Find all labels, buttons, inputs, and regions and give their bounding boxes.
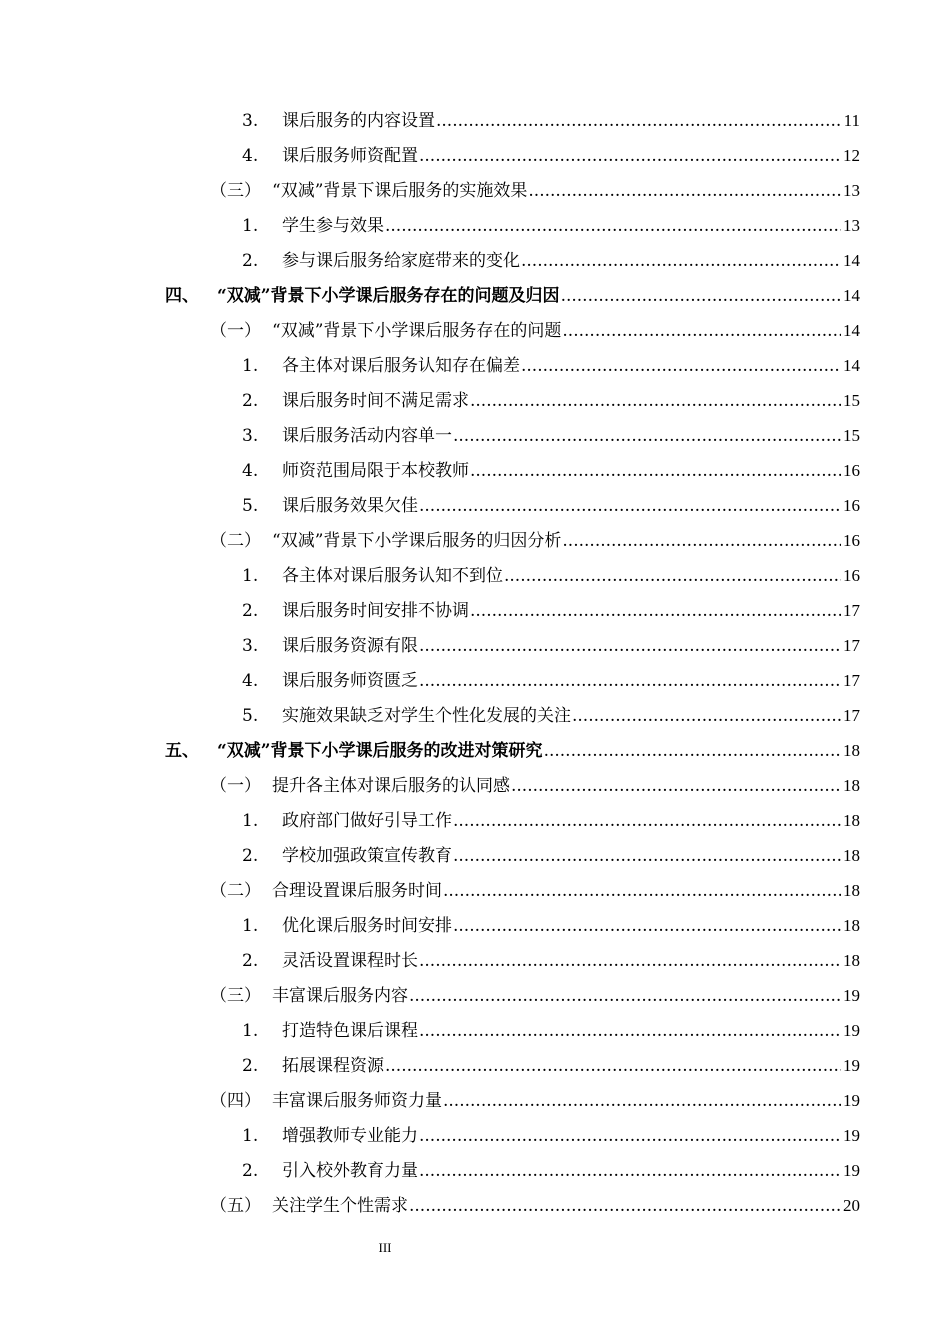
toc-entry-page: 17	[843, 706, 860, 725]
toc-entry[interactable]	[210, 983, 860, 1009]
toc-entry-title: “双减”背景下小学课后服务存在的问题及归因	[217, 286, 560, 306]
toc-entry-page: 16	[843, 461, 860, 480]
toc-entry-page: 17	[843, 601, 860, 620]
toc-entry[interactable]	[242, 1123, 860, 1149]
toc-dot-leader	[419, 1123, 841, 1149]
toc-entry-number: 5.	[242, 496, 259, 516]
toc-entry[interactable]	[242, 808, 860, 834]
toc-entry-page: 19	[843, 986, 860, 1005]
toc-entry-page: 16	[843, 531, 860, 550]
toc-dot-leader	[528, 178, 841, 204]
toc-entry[interactable]	[242, 458, 860, 484]
toc-entry-page: 18	[843, 846, 860, 865]
toc-entry-title: 拓展课程资源	[282, 1056, 384, 1076]
toc-dot-leader	[419, 633, 841, 659]
toc-dot-leader	[419, 1018, 841, 1044]
toc-entry-number: 2.	[242, 1056, 259, 1076]
toc-entry-number: （五）	[210, 1196, 261, 1216]
toc-entry-page: 18	[843, 741, 860, 760]
toc-entry-title: 参与课后服务给家庭带来的变化	[282, 251, 520, 271]
toc-dot-leader	[470, 458, 841, 484]
toc-entry-page: 14	[843, 356, 860, 375]
toc-entry-number: 3.	[242, 636, 259, 656]
toc-entry-title: 政府部门做好引导工作	[282, 811, 452, 831]
toc-entry-page: 17	[843, 636, 860, 655]
toc-entry-page: 16	[843, 566, 860, 585]
toc-dot-leader	[409, 1193, 841, 1219]
toc-entry[interactable]	[165, 738, 860, 764]
toc-entry[interactable]	[210, 878, 860, 904]
toc-dot-leader	[419, 668, 841, 694]
toc-entry-title: 师资范围局限于本校教师	[282, 461, 469, 481]
toc-entry-page: 19	[843, 1056, 860, 1075]
toc-dot-leader	[385, 1053, 841, 1079]
toc-entry[interactable]	[210, 318, 860, 344]
toc-dot-leader	[511, 773, 841, 799]
toc-entry-number: （三）	[210, 986, 261, 1006]
toc-entry-page: 18	[843, 776, 860, 795]
toc-entry[interactable]	[242, 1158, 860, 1184]
toc-entry-title: 课后服务资源有限	[282, 636, 418, 656]
toc-entry-number: 2.	[242, 1161, 259, 1181]
toc-entry-title: 丰富课后服务内容	[272, 986, 408, 1006]
toc-entry-number: 2.	[242, 601, 259, 621]
toc-entry-number: 4.	[242, 461, 259, 481]
toc-entry[interactable]	[210, 1088, 860, 1114]
toc-dot-leader	[504, 563, 841, 589]
toc-entry-page: 11	[843, 111, 860, 130]
toc-entry-page: 20	[843, 1196, 860, 1215]
toc-entry-page: 15	[843, 426, 860, 445]
toc-entry[interactable]	[242, 1053, 860, 1079]
toc-entry[interactable]	[242, 143, 860, 169]
toc-entry[interactable]	[242, 668, 860, 694]
toc-entry-title: 学校加强政策宣传教育	[282, 846, 452, 866]
toc-entry-number: （四）	[210, 1091, 261, 1111]
toc-entry-page: 18	[843, 881, 860, 900]
toc-entry[interactable]	[242, 423, 860, 449]
toc-entry-number: 2.	[242, 951, 259, 971]
toc-entry-number: 五、	[165, 741, 199, 761]
toc-entry-title: 合理设置课后服务时间	[272, 881, 442, 901]
toc-entry-title: 课后服务时间安排不协调	[282, 601, 469, 621]
toc-entry-number: 1.	[242, 1021, 259, 1041]
toc-entry-number: 2.	[242, 251, 259, 271]
toc-entry-number: 1.	[242, 811, 259, 831]
toc-entry-title: 提升各主体对课后服务的认同感	[272, 776, 510, 796]
toc-entry-title: 关注学生个性需求	[272, 1196, 408, 1216]
toc-entry[interactable]	[242, 563, 860, 589]
toc-dot-leader	[572, 703, 841, 729]
toc-entry-number: 2.	[242, 391, 259, 411]
toc-entry-number: 1.	[242, 1126, 259, 1146]
toc-entry-number: （二）	[210, 881, 261, 901]
toc-entry-number: （二）	[210, 531, 261, 551]
toc-entry-page: 19	[843, 1161, 860, 1180]
toc-entry[interactable]	[242, 913, 860, 939]
toc-entry-number: （一）	[210, 776, 261, 796]
toc-entry[interactable]	[210, 773, 860, 799]
toc-entry-title: 课后服务时间不满足需求	[282, 391, 469, 411]
toc-entry-number: 1.	[242, 916, 259, 936]
toc-entry-number: 3.	[242, 426, 259, 446]
toc-entry-title: 学生参与效果	[282, 216, 384, 236]
toc-dot-leader	[419, 493, 841, 519]
toc-entry-number: 4.	[242, 146, 259, 166]
toc-entry-title: 打造特色课后课程	[282, 1021, 418, 1041]
toc-dot-leader	[470, 388, 841, 414]
toc-dot-leader	[561, 283, 841, 309]
toc-entry-title: 课后服务的内容设置	[282, 111, 435, 131]
toc-entry[interactable]	[242, 1018, 860, 1044]
toc-entry-title: “双减”背景下小学课后服务的归因分析	[272, 531, 562, 551]
toc-entry[interactable]	[242, 703, 860, 729]
toc-entry-number: 1.	[242, 216, 259, 236]
toc-entry-number: 1.	[242, 566, 259, 586]
toc-entry-page: 12	[843, 146, 860, 165]
toc-entry[interactable]	[242, 108, 860, 134]
toc-dot-leader	[521, 248, 841, 274]
toc-dot-leader	[409, 983, 841, 1009]
toc-entry-page: 14	[843, 286, 860, 305]
toc-entry[interactable]	[242, 843, 860, 869]
toc-entry-page: 16	[843, 496, 860, 515]
toc-entry-number: （一）	[210, 321, 261, 341]
toc-entry-number: 2.	[242, 846, 259, 866]
toc-entry-page: 18	[843, 916, 860, 935]
toc-entry-number: （三）	[210, 181, 261, 201]
toc-entry[interactable]	[242, 598, 860, 624]
toc-entry-page: 19	[843, 1021, 860, 1040]
toc-dot-leader	[443, 1088, 841, 1114]
toc-entry[interactable]	[242, 948, 860, 974]
toc-entry-page: 17	[843, 671, 860, 690]
toc-dot-leader	[562, 318, 841, 344]
toc-entry[interactable]	[242, 248, 860, 274]
toc-entry[interactable]	[242, 493, 860, 519]
toc-entry-number: 1.	[242, 356, 259, 376]
toc-entry[interactable]	[210, 528, 860, 554]
toc-entry-title: 引入校外教育力量	[282, 1161, 418, 1181]
toc-entry-page: 14	[843, 251, 860, 270]
toc-dot-leader	[443, 878, 841, 904]
toc-entry-title: “双减”背景下小学课后服务的改进对策研究	[217, 741, 543, 761]
toc-entry-page: 13	[843, 181, 860, 200]
toc-dot-leader	[562, 528, 841, 554]
toc-dot-leader	[470, 598, 841, 624]
toc-entry-title: 课后服务师资匮乏	[282, 671, 418, 691]
toc-dot-leader	[419, 1158, 841, 1184]
toc-dot-leader	[436, 108, 842, 134]
toc-entry[interactable]	[210, 178, 860, 204]
toc-entry-title: 优化课后服务时间安排	[282, 916, 452, 936]
toc-entry[interactable]	[210, 1193, 860, 1219]
toc-entry-title: 课后服务效果欠佳	[282, 496, 418, 516]
toc-entry[interactable]	[242, 633, 860, 659]
toc-entry-title: 课后服务师资配置	[282, 146, 418, 166]
toc-entry-title: 实施效果缺乏对学生个性化发展的关注	[282, 706, 571, 726]
toc-dot-leader	[453, 843, 841, 869]
toc-entry-title: 课后服务活动内容单一	[282, 426, 452, 446]
toc-entry-title: 灵活设置课程时长	[282, 951, 418, 971]
toc-entry-page: 19	[843, 1091, 860, 1110]
toc-dot-leader	[544, 738, 841, 764]
toc-entry-number: 4.	[242, 671, 259, 691]
toc-dot-leader	[453, 913, 841, 939]
toc-dot-leader	[419, 948, 841, 974]
toc-dot-leader	[453, 808, 841, 834]
toc-entry-number: 5.	[242, 706, 259, 726]
toc-entry-title: “双减”背景下小学课后服务存在的问题	[272, 321, 562, 341]
toc-dot-leader	[453, 423, 841, 449]
toc-entry-title: 各主体对课后服务认知不到位	[282, 566, 503, 586]
toc-entry-page: 13	[843, 216, 860, 235]
toc-entry[interactable]	[242, 213, 860, 239]
toc-entry[interactable]	[242, 388, 860, 414]
toc-entry-title: 丰富课后服务师资力量	[272, 1091, 442, 1111]
toc-dot-leader	[385, 213, 841, 239]
toc-entry-page: 18	[843, 811, 860, 830]
toc-entry-title: “双减”背景下课后服务的实施效果	[272, 181, 528, 201]
toc-entry-page: 19	[843, 1126, 860, 1145]
toc-entry-page: 18	[843, 951, 860, 970]
toc-entry-page: 14	[843, 321, 860, 340]
toc-entry-number: 四、	[165, 286, 199, 306]
page-footer-number: III	[378, 1240, 392, 1255]
toc-entry-page: 15	[843, 391, 860, 410]
toc-entry-title: 增强教师专业能力	[282, 1126, 418, 1146]
toc-entry-number: 3.	[242, 111, 259, 131]
toc-entry[interactable]	[165, 283, 860, 309]
toc-dot-leader	[419, 143, 841, 169]
toc-dot-leader	[521, 353, 841, 379]
toc-entry-title: 各主体对课后服务认知存在偏差	[282, 356, 520, 376]
toc-entry[interactable]	[242, 353, 860, 379]
